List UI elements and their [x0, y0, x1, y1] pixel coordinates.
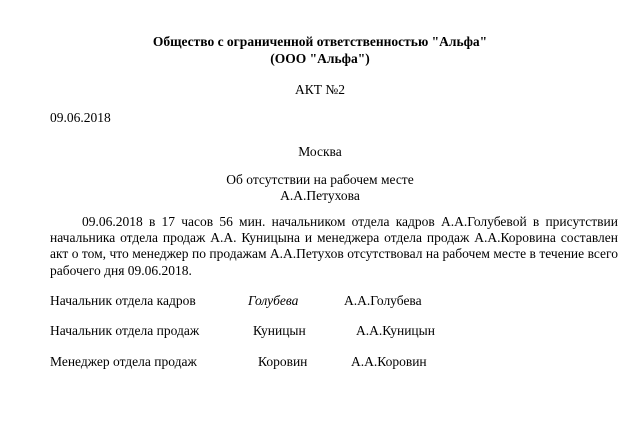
organization-short-name: (ООО "Альфа") [270, 51, 370, 66]
signature-name: А.А.Куницын [356, 323, 435, 338]
act-body-line: 09.06.2018 в 17 часов 56 мин. начальником отдела кадров А.А.Голубевой в присутствии [82, 214, 618, 229]
act-body [50, 214, 618, 279]
signature-handwritten: Голубева [248, 293, 299, 308]
signature-role: Начальник отдела кадров [50, 293, 196, 308]
act-subject-person: А.А.Петухова [280, 188, 360, 203]
signature-role: Менеджер отдела продаж [50, 354, 197, 369]
signature-name: А.А.Голубева [344, 293, 422, 308]
act-body-line: рабочего дня 09.06.2018. [50, 262, 192, 278]
signature-handwritten: Коровин [258, 354, 308, 369]
act-body-line: начальника отдела продаж А.А. Куницына и менеджера отдела продаж А.А.Коровина составлен [50, 230, 618, 246]
signature-role: Начальник отдела продаж [50, 323, 200, 338]
act-body-line: акт о том, что менеджер по продажам А.А.Петухов отсутствовал на рабочем месте в течение всего [50, 246, 618, 262]
act-date: 09.06.2018 [50, 110, 111, 125]
city: Москва [298, 144, 342, 159]
signature-name: А.А.Коровин [351, 354, 427, 369]
act-title: АКТ №2 [294, 82, 345, 97]
act-subject: Об отсутствии на рабочем месте [226, 172, 414, 187]
signature-handwritten: Куницын [253, 323, 306, 338]
organization-name: Общество с ограниченной ответственностью "Альфа" [152, 34, 488, 49]
